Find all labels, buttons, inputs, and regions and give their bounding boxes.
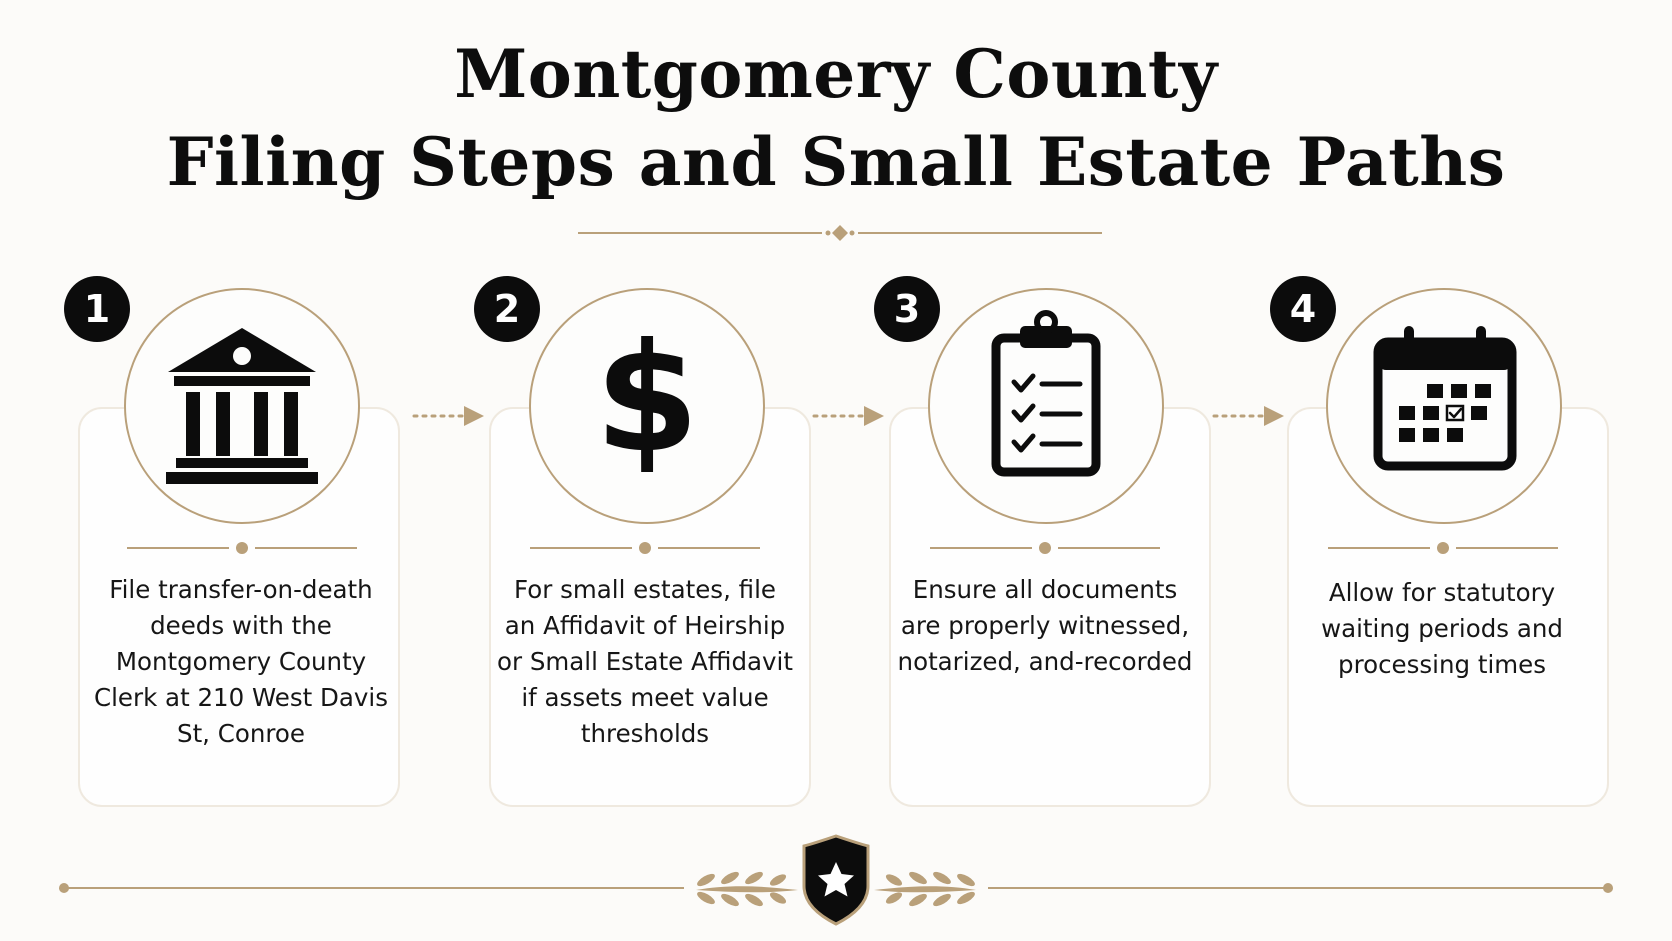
step-icon-circle-2 <box>529 288 765 524</box>
step-divider-3 <box>930 538 1160 558</box>
page-title <box>0 30 1672 206</box>
step-icon-circle-4 <box>1326 288 1562 524</box>
step-text-4: Allow for statutory waiting periods and processing times <box>1321 578 1563 679</box>
step-arrow-1-2 <box>410 404 488 428</box>
title-line-1: Montgomery County <box>454 35 1218 113</box>
left-laurel-icon <box>695 870 798 909</box>
svg-text:$: $ <box>594 312 700 486</box>
footer-divider <box>0 828 1672 928</box>
shield-star-icon <box>804 836 868 924</box>
step-text-3: Ensure all documents are properly witnessed, notarized, and-recorded <box>897 575 1193 676</box>
right-laurel-icon <box>874 870 977 909</box>
step-number-badge-3: 3 <box>874 276 940 342</box>
step-text-1: File transfer-on-death deeds with the Montgomery County Clerk at 210 West Davis St, Conroe <box>94 575 388 748</box>
step-number-badge-2: 2 <box>474 276 540 342</box>
dollar-sign-icon <box>531 290 763 522</box>
step-arrow-3-4 <box>1210 404 1288 428</box>
step-number-badge-1: 1 <box>64 276 130 342</box>
step-icon-circle-1 <box>124 288 360 524</box>
step-text-2: For small estates, file an Affidavit of Heirship or Small Estate Affidavit if assets meet value thresholds <box>497 575 793 748</box>
step-divider-1 <box>127 538 357 558</box>
calendar-icon <box>1328 290 1560 522</box>
clipboard-checklist-icon <box>930 290 1162 522</box>
title-divider <box>560 218 1120 248</box>
title-line-2: Filing Steps and Small Estate Paths <box>166 123 1506 201</box>
step-number-badge-4: 4 <box>1270 276 1336 342</box>
step-arrow-2-3 <box>810 404 888 428</box>
step-divider-4 <box>1328 538 1558 558</box>
courthouse-icon <box>126 290 358 522</box>
step-divider-2 <box>530 538 760 558</box>
step-icon-circle-3 <box>928 288 1164 524</box>
